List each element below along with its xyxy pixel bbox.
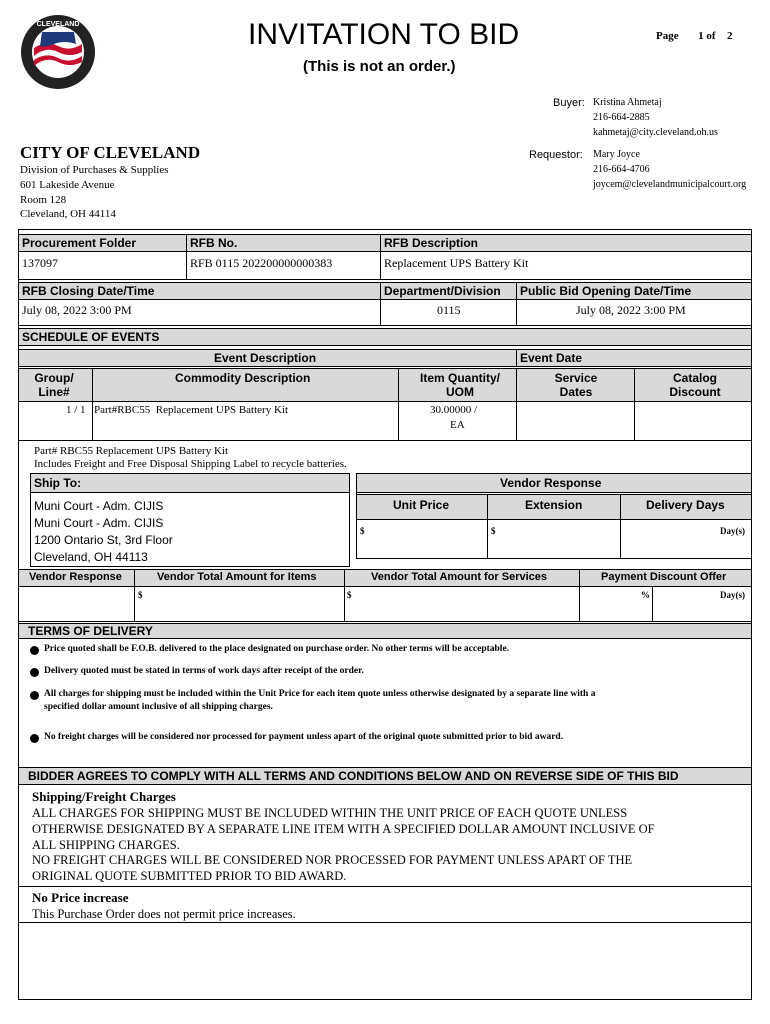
opening-date-label: Public Bid Opening Date/Time bbox=[520, 284, 692, 298]
divider bbox=[186, 234, 187, 280]
bullet-icon bbox=[30, 668, 39, 677]
divider bbox=[18, 621, 752, 622]
item-note-2: Includes Freight and Free Disposal Shipping Label to recycle batteries. bbox=[34, 458, 347, 470]
shipping-charges-title: Shipping/Freight Charges bbox=[32, 789, 176, 804]
ship-to-line2: Muni Court - Adm. CIJIS bbox=[34, 516, 164, 530]
item-quantity-label: Item Quantity/ UOM bbox=[419, 371, 500, 399]
price-increase-title: No Price increase bbox=[32, 890, 129, 905]
requestor-phone: 216-664-4706 bbox=[593, 164, 650, 175]
delivery-days-label: Delivery Days bbox=[646, 498, 725, 512]
org-line2: 601 Lakeside Avenue bbox=[20, 179, 115, 191]
org-line1: Division of Purchases & Supplies bbox=[20, 164, 169, 176]
bullet-icon bbox=[30, 646, 39, 655]
shipping-line-3: ALL SHIPPING CHARGES. bbox=[32, 838, 180, 852]
vendor-response-label: Vendor Response bbox=[29, 571, 122, 583]
extension-field[interactable]: $ bbox=[491, 526, 496, 536]
page-subtitle: (This is not an order.) bbox=[303, 58, 456, 75]
divider bbox=[620, 494, 621, 559]
payment-discount-label: Payment Discount Offer bbox=[601, 571, 727, 583]
bullet-icon bbox=[30, 734, 39, 743]
org-name: CITY OF CLEVELAND bbox=[20, 143, 201, 162]
buyer-label: Buyer: bbox=[553, 97, 585, 109]
terms-bullet-3b: specified dollar amount inclusive of all shipping charges. bbox=[44, 702, 273, 712]
divider bbox=[487, 494, 488, 559]
divider bbox=[652, 587, 653, 621]
divider bbox=[516, 368, 517, 440]
items-header-row bbox=[18, 368, 752, 402]
bullet-icon bbox=[30, 691, 39, 700]
divider bbox=[18, 886, 752, 887]
divider bbox=[380, 234, 381, 280]
department-value: 0115 bbox=[437, 303, 461, 317]
shipping-line-5: ORIGINAL QUOTE SUBMITTED PRIOR TO BID AWARD. bbox=[32, 869, 347, 883]
divider bbox=[579, 569, 580, 621]
divider bbox=[18, 279, 752, 280]
rfb-no-label: RFB No. bbox=[190, 236, 238, 250]
divider bbox=[134, 569, 135, 621]
shipping-line-4: NO FREIGHT CHARGES WILL BE CONSIDERED NOR PROCESSED FOR PAYMENT UNLESS APART OF THE bbox=[32, 853, 633, 867]
item-note-1: Part# RBC55 Replacement UPS Battery Kit bbox=[34, 445, 229, 457]
closing-date-value: July 08, 2022 3:00 PM bbox=[22, 303, 132, 317]
opening-date-value: July 08, 2022 3:00 PM bbox=[576, 303, 686, 317]
terms-bullet-4: No freight charges will be considered nor processed for payment unless apart of the original quote submitted prior to bid award. bbox=[44, 732, 564, 742]
extension-label: Extension bbox=[525, 498, 583, 512]
divider bbox=[516, 349, 517, 367]
divider bbox=[398, 368, 399, 440]
page-number: 1 bbox=[698, 30, 704, 42]
requestor-email: joycem@clevelandmunicipalcourt.org bbox=[593, 179, 747, 190]
shipping-line-2: OTHERWISE DESIGNATED BY A SEPARATE LINE ITEM WITH A SPECIFIED DOLLAR AMOUNT INCLUSIVE OF bbox=[32, 822, 655, 836]
bidder-agrees-label: BIDDER AGREES TO COMPLY WITH ALL TERMS AND CONDITIONS BELOW AND ON REVERSE SIDE OF THIS BID bbox=[28, 769, 679, 783]
item-group-line: 1 / 1 bbox=[66, 404, 86, 416]
page-total: 2 bbox=[727, 30, 733, 42]
event-date-label: Event Date bbox=[520, 351, 583, 365]
schedule-label: SCHEDULE OF EVENTS bbox=[22, 330, 160, 344]
total-services-field[interactable]: $ bbox=[347, 590, 352, 600]
vendor-response-title: Vendor Response bbox=[500, 476, 602, 490]
divider bbox=[344, 569, 345, 621]
page-title: INVITATION TO BID bbox=[248, 18, 520, 51]
rfb-description-label: RFB Description bbox=[384, 236, 479, 250]
item-quantity: 30.00000 / bbox=[430, 404, 478, 416]
page-of: of bbox=[706, 30, 716, 42]
discount-percent-field[interactable]: % bbox=[641, 590, 650, 600]
requestor-name: Mary Joyce bbox=[593, 149, 640, 160]
buyer-phone: 216-664-2885 bbox=[593, 112, 650, 123]
service-dates-label: Service Dates bbox=[554, 371, 598, 399]
ship-to-label: Ship To: bbox=[34, 476, 82, 490]
divider bbox=[18, 325, 752, 326]
catalog-discount-label: Catalog Discount bbox=[669, 371, 721, 399]
terms-bullet-2: Delivery quoted must be stated in terms of work days after receipt of the order. bbox=[44, 666, 364, 676]
divider bbox=[634, 368, 635, 440]
event-header-row bbox=[18, 349, 752, 367]
ship-to-line4: Cleveland, OH 44113 bbox=[34, 550, 148, 564]
total-items-field[interactable]: $ bbox=[138, 590, 143, 600]
org-line4: Cleveland, OH 44114 bbox=[20, 208, 116, 220]
discount-days-field[interactable]: Day(s) bbox=[720, 590, 745, 600]
divider bbox=[18, 440, 752, 441]
city-seal-logo bbox=[20, 14, 96, 90]
page-indicator bbox=[656, 30, 733, 42]
procurement-folder-value: 137097 bbox=[22, 256, 58, 270]
org-line3: Room 128 bbox=[20, 194, 67, 206]
item-commodity: Part#RBC55 Replacement UPS Battery Kit bbox=[94, 404, 289, 416]
rfb-description-value: Replacement UPS Battery Kit bbox=[384, 256, 529, 270]
unit-price-field[interactable]: $ bbox=[360, 526, 365, 536]
divider bbox=[18, 922, 752, 923]
divider bbox=[92, 368, 93, 440]
shipping-line-1: ALL CHARGES FOR SHIPPING MUST BE INCLUDED WITHIN THE UNIT PRICE OF EACH QUOTE UNLESS bbox=[32, 806, 628, 820]
item-uom: EA bbox=[450, 419, 465, 431]
price-increase-text: This Purchase Order does not permit price increases. bbox=[32, 907, 296, 921]
buyer-name: Kristina Ahmetaj bbox=[593, 97, 662, 108]
delivery-days-field[interactable]: Day(s) bbox=[720, 526, 745, 536]
ship-to-line1: Muni Court - Adm. CIJIS bbox=[34, 499, 164, 513]
vendor-total-services-label: Vendor Total Amount for Services bbox=[371, 571, 548, 583]
terms-bullet-3a: All charges for shipping must be included within the Unit Price for each item quote unless otherwise designated by a separate line with a bbox=[44, 689, 596, 699]
event-description-label: Event Description bbox=[214, 351, 317, 365]
ship-to-line3: 1200 Ontario St, 3rd Floor bbox=[34, 533, 173, 547]
page-label: Page bbox=[656, 30, 679, 42]
procurement-folder-label: Procurement Folder bbox=[22, 236, 137, 250]
divider bbox=[380, 282, 381, 326]
terms-label: TERMS OF DELIVERY bbox=[28, 624, 153, 638]
closing-date-label: RFB Closing Date/Time bbox=[22, 284, 155, 298]
vendor-total-items-label: Vendor Total Amount for Items bbox=[157, 571, 317, 583]
requestor-label: Requestor: bbox=[529, 149, 583, 161]
buyer-email: kahmetaj@city.cleveland.oh.us bbox=[593, 127, 718, 138]
svg-text:CLEVELAND: CLEVELAND bbox=[36, 21, 80, 28]
divider bbox=[516, 282, 517, 326]
commodity-description-label: Commodity Description bbox=[175, 371, 311, 385]
rfb-no-value: RFB 0115 202200000000383 bbox=[190, 256, 333, 270]
group-line-label: Group/ Line# bbox=[34, 371, 74, 399]
department-label: Department/Division bbox=[384, 284, 501, 298]
unit-price-label: Unit Price bbox=[393, 498, 450, 512]
terms-bullet-1: Price quoted shall be F.O.B. delivered to the place designated on purchase order. No other terms will be acceptable. bbox=[44, 644, 510, 654]
